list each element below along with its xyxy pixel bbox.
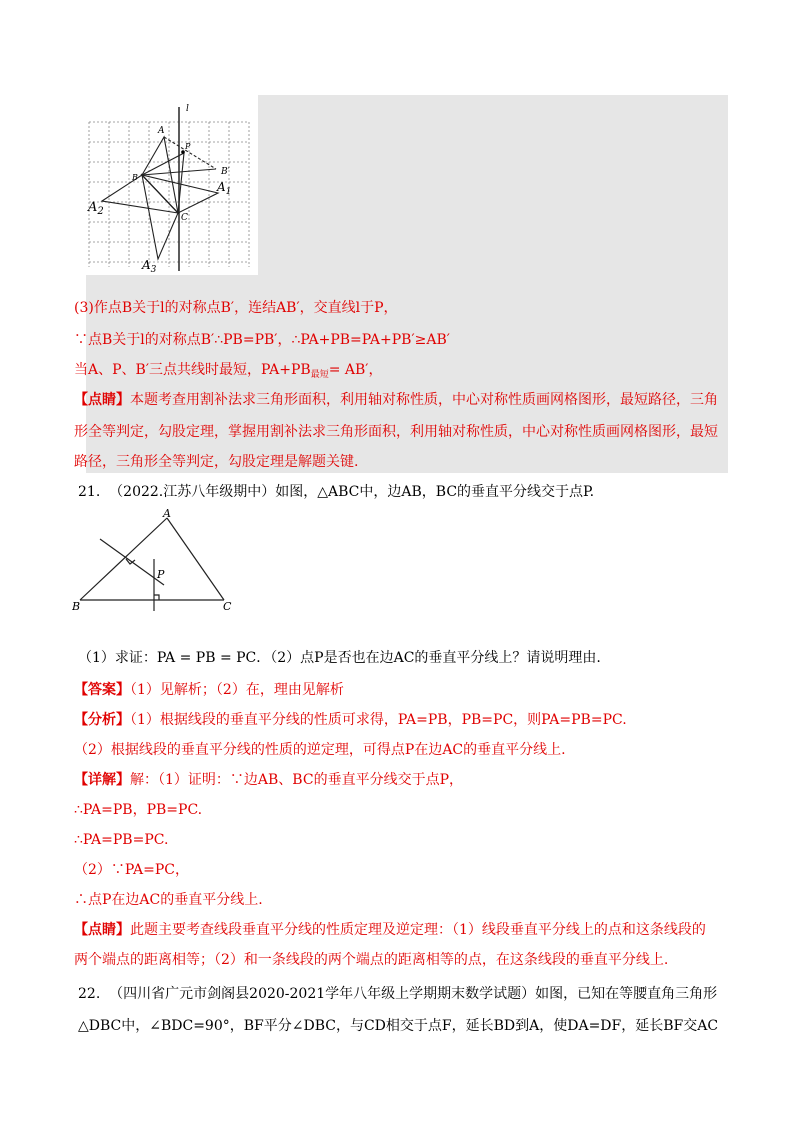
q21-analysis-2: （2）根据线段的垂直平分线的性质的逆定理，可得点P在边AC的垂直平分线上. [74, 742, 566, 758]
q21-detail-1: 【详解】解：（1）证明：∵边AB、BC的垂直平分线交于点P， [74, 772, 463, 788]
q21-answer: 【答案】（1）见解析；（2）在，理由见解析 [74, 682, 344, 698]
q22-line-2: △DBC中，∠BDC=90°，BF平分∠DBC，与CD相交于点F，延长BD到A，使DA=DF，延长BF交AC [78, 1018, 719, 1034]
grid-figure [86, 95, 258, 275]
tri-label-B: B [72, 600, 81, 613]
q21-detail-2: ∴PA=PB，PB=PC. [74, 802, 203, 818]
solution-line-2: ∵点B关于l的对称点B′∴PB=PB′，∴PA+PB=PA+PB′≥AB′ [74, 332, 450, 348]
comment-line-1: 【点睛】本题考查用割补法求三角形面积，利用轴对称性质，中心对称性质画网格图形，最短路径，三角 [74, 392, 718, 408]
label-A3: $A_3$ [142, 258, 157, 275]
q21-detail-4: （2）∵PA=PC， [74, 862, 190, 878]
tri-label-P: P [157, 568, 165, 581]
grid-figure-svg [86, 95, 258, 275]
q21-comment-1: 【点睛】此题主要考查线段垂直平分线的性质定理及逆定理：（1）线段垂直平分线上的点和这条线段的 [74, 922, 706, 938]
label-B: B [132, 173, 138, 182]
label-A: A [158, 126, 165, 136]
q21-detail-3: ∴PA=PB=PC. [74, 832, 169, 848]
label-l: l [186, 104, 189, 114]
label-A1: $A_1$ [217, 180, 232, 197]
triangle-figure-svg [72, 505, 252, 617]
solution-line-1: (3)作点B关于l的对称点B′，连结AB′，交直线l于P， [74, 300, 398, 316]
q21-detail-5: ∴点P在边AC的垂直平分线上. [74, 892, 263, 908]
label-C: C [181, 213, 188, 223]
tri-label-A: A [163, 507, 171, 520]
label-B-prime: B′ [221, 167, 230, 177]
tri-label-C: C [223, 600, 232, 613]
q21-analysis-1: 【分析】（1）根据线段的垂直平分线的性质可求得，PA=PB，PB=PC，则PA=PB=PC. [74, 712, 627, 728]
q21-parts: （1）求证：PA = PB = PC．（2）点P是否也在边AC的垂直平分线上？请说明理由. [78, 650, 601, 666]
q22-line-1: 22. （四川省广元市剑阁县2020-2021学年八年级上学期期末数学试题）如图，已知在等腰直角三角形 [78, 986, 718, 1002]
solution-line-3: 当A、P、B′三点共线时最短，$PA+PB_{最短}= AB'$， [74, 362, 383, 380]
triangle-figure [72, 505, 252, 617]
comment-line-2: 形全等判定，勾股定理，掌握用割补法求三角形面积，利用轴对称性质，中心对称性质画网格图形，最短 [74, 424, 718, 440]
label-A2: $A_2$ [88, 200, 104, 217]
q21-stem: 21. （2022.江苏八年级期中）如图，△ABC中，边AB，BC的垂直平分线交于点P. [78, 484, 595, 500]
label-P: P [185, 142, 191, 151]
comment-line-3: 路径，三角形全等判定，勾股定理是解题关键. [74, 454, 359, 470]
q21-comment-2: 两个端点的距离相等；（2）和一条线段的两个端点的距离相等的点，在这条线段的垂直平分线上. [74, 952, 669, 968]
